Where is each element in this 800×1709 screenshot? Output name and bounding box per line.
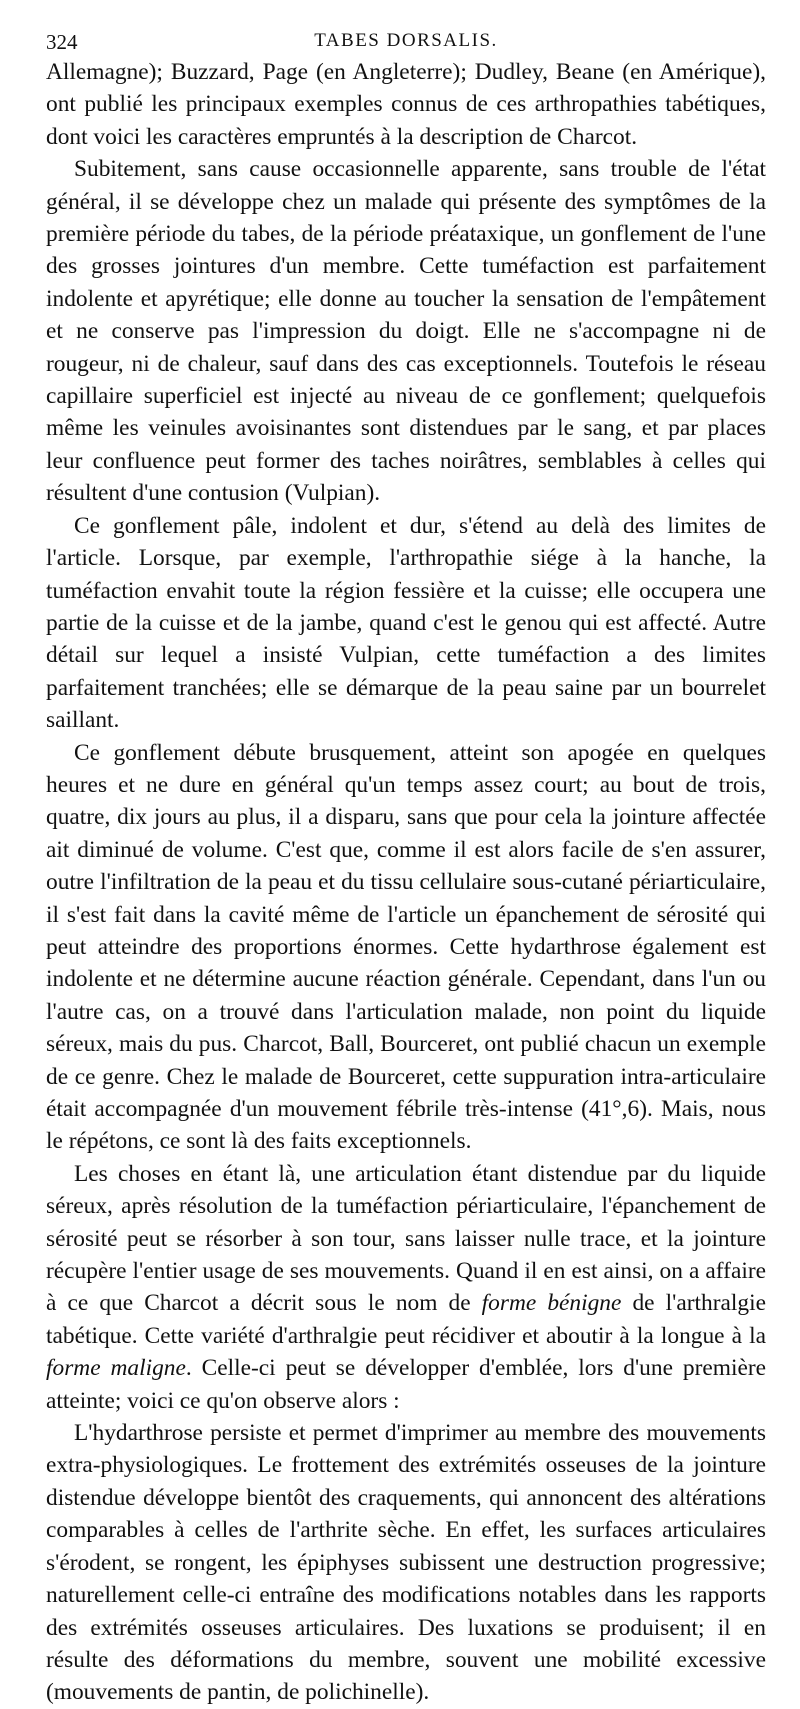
page-number: 324	[46, 30, 78, 54]
paragraph-4: Ce gonflement débute brusquement, atteint son apogée en quelques heures et ne dure en général qu'un temps assez court; au bout de trois, quatre, dix jours au plus, il a disparu, sans que pour cela la jointure affectée ait diminué de volume. C'est que, comme il est alors facile de s'en assurer, outre l'infiltration de la peau et du tissu cellulaire sous-cutané périarticulaire, il s'est fait dans la cavité même de l'article un épanchement de sérosité qui peut atteindre des proportions énormes. Cette hydarthrose également est indolente et ne détermine aucune réaction générale. Cependant, dans l'un ou l'autre cas, on a trouvé dans l'articulation malade, non point du liquide séreux, mais du pus. Charcot, Ball, Bourceret, ont publié chacun un exemple de ce genre. Chez le malade de Bourceret, cette suppuration intra-articulaire était accompagnée d'un mouvement fébrile très-intense (41°,6). Mais, nous le répétons, ce sont là des faits exceptionnels.	[46, 739, 766, 1155]
forme-benigne-term: forme bénigne	[481, 1290, 622, 1317]
paragraph-2: Subitement, sans cause occasionnelle apparente, sans trouble de l'état général, il se développe chez un malade qui présente des symptômes de la première période du tabes, de la période préataxique, un gonflement de l'une des grosses jointures d'un membre. Cette tuméfaction est parfaitement indolente et apyrétique; elle donne au toucher la sensation de l'empâtement et ne conserve pas l'impression du doigt. Elle ne s'accompagne ni de rougeur, ni de chaleur, sauf dans des cas exceptionnels. Toutefois le réseau capillaire superficiel est injecté au niveau de ce gonflement; quelquefois même les veinules avoisinantes sont distendues par le sang, et par places leur confluence peut former des taches noirâtres, semblables à celles qui résultent d'une contusion (Vulpian).	[46, 156, 766, 507]
paragraph-5	[46, 1158, 766, 1417]
paragraph-5-text-a: Les choses en étant là, une articulation étant distendue par du liquide séreux, après résolution de la tuméfaction périarticulaire, l'épanchement de sérosité peut se résorber à son tour, sans laisser nulle trace, et la jointure récupère l'entier usage de ses mouvements. Quand il en est ainsi, on a affaire à ce que Charcot a décrit sous le nom de	[46, 1160, 766, 1317]
paragraph-5-text-b: de l'arthralgie tabétique. Cette variété d'arthralgie peut récidiver et aboutir à la longue à la	[46, 1290, 766, 1349]
paragraph-1: Allemagne); Buzzard, Page (en Angleterre); Dudley, Beane (en Amérique), ont publié les principaux exemples connus de ces arthropathies tabétiques, dont voici les caractères empruntés à la description de Charcot.	[46, 59, 766, 150]
paragraph-5-text-c: . Celle-ci peut se développer d'emblée, lors d'une première atteinte; voici ce qu'on observe alors :	[46, 1355, 766, 1414]
running-title: TABES DORSALIS.	[314, 30, 498, 51]
page-header	[46, 22, 766, 52]
paragraph-3: Ce gonflement pâle, indolent et dur, s'étend au delà des limites de l'article. Lorsque, par exemple, l'arthropathie siége à la hanche, la tuméfaction envahit toute la région fessière et la cuisse; elle occupera une partie de la cuisse et de la jambe, quand c'est le genou qui est affecté. Autre détail sur lequel a insisté Vulpian, cette tuméfaction a des limites parfaitement tranchées; elle se démarque de la peau saine par un bourrelet saillant.	[46, 512, 766, 734]
paragraph-6: L'hydarthrose persiste et permet d'imprimer au membre des mouvements extra-physiologiques. Le frottement des extrémités osseuses de la jointure distendue développe bientôt des craquements, qui annoncent des altérations comparables à celles de l'arthrite sèche. En effet, les surfaces articulaires s'érodent, se rongent, les épiphyses subissent une destruction progressive; naturellement celle-ci entraîne des modifications notables dans les rapports des extrémités osseuses articulaires. Des luxations se produisent; il en résulte des déformations du membre, souvent une mobilité excessive (mouvements de pantin, de polichinelle).	[46, 1420, 766, 1706]
body-text	[46, 56, 766, 1709]
forme-maligne-term: forme maligne	[46, 1355, 186, 1382]
